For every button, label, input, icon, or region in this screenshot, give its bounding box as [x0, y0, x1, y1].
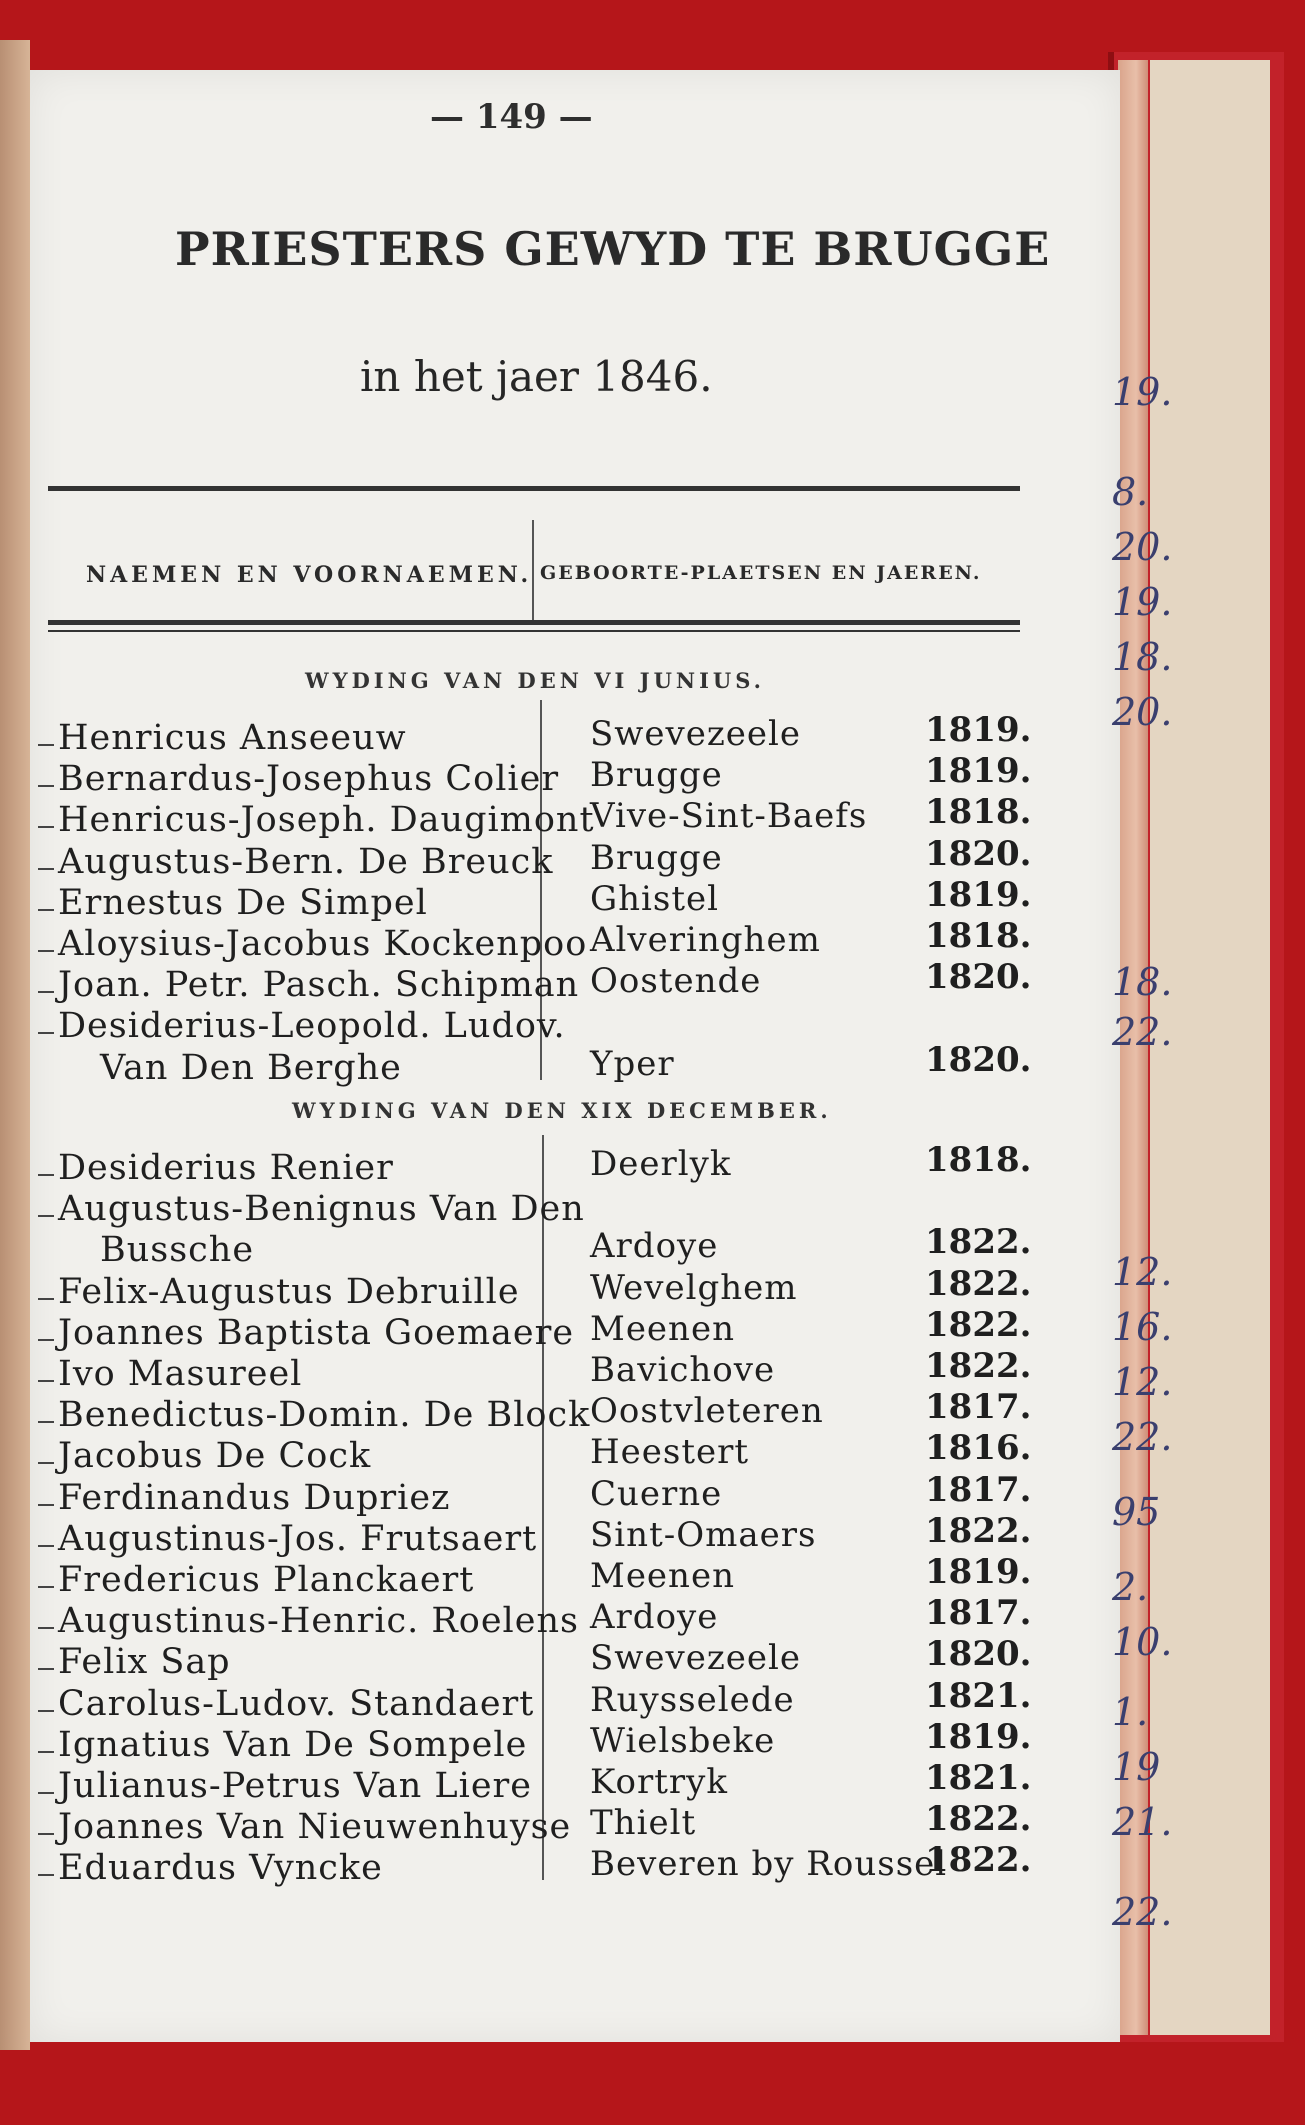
entry-year: 1817. [925, 1387, 1032, 1428]
entry-name: Julianus-Petrus Van Liere [58, 1766, 533, 1806]
entry-place: Deerlyk [590, 1144, 732, 1184]
entry-year: 1820. [925, 833, 1032, 874]
entry-name: Felix Sap [58, 1642, 231, 1683]
margin-note: 21. [1112, 1800, 1173, 1844]
entry-mark [38, 991, 54, 993]
entry-place: Oostende [590, 961, 762, 1002]
entry-year: 1819. [925, 874, 1032, 915]
margin-note: 22. [1112, 1890, 1173, 1934]
entry-name: Benedictus-Domin. De Block [58, 1395, 591, 1436]
entry-year: 1821. [925, 1675, 1032, 1716]
entry-mark [38, 1792, 54, 1794]
section-heading-december: WYDING VAN DEN XIX DECEMBER. [292, 1098, 832, 1123]
entry-name: Henricus Anseeuw [58, 718, 407, 758]
entry-mark [38, 868, 54, 870]
top-rule [48, 486, 1020, 491]
margin-note: 20. [1112, 525, 1173, 569]
entry-name: Henricus-Joseph. Daugimont [58, 800, 595, 841]
entry-place: Wielsbeke [590, 1720, 776, 1761]
entry-mark [38, 1668, 54, 1670]
entry-year: 1819. [925, 710, 1032, 750]
entry-place: Yper [590, 1043, 675, 1084]
entry-year: 1817. [925, 1469, 1032, 1510]
header-rule [48, 620, 1020, 625]
entry-place: Thielt [590, 1803, 697, 1844]
entry-year: 1822. [925, 1799, 1032, 1840]
entry-place: Meenen [590, 1308, 735, 1349]
entry-name: Augustus-Bern. De Breuck [58, 841, 554, 882]
entry-name: Desiderius Renier [58, 1148, 394, 1188]
margin-note: 2. [1112, 1565, 1149, 1609]
margin-note: 19. [1112, 370, 1173, 414]
entry-year: 1818. [925, 792, 1032, 833]
entry-name: Ferdinandus Dupriez [58, 1477, 451, 1518]
entry-mark [38, 1174, 54, 1176]
entry-place: Meenen [590, 1556, 735, 1596]
entry-place: Kortryk [590, 1762, 728, 1802]
entry-place: Brugge [590, 837, 723, 878]
entry-place: Bavichove [590, 1350, 776, 1390]
entry-name: Joannes Van Nieuwenhuyse [58, 1807, 572, 1848]
page-subtitle: in het jaer 1846. [360, 352, 713, 401]
entry-year: 1822. [925, 1840, 1032, 1881]
entry-name: Augustinus-Henric. Roelens [58, 1601, 579, 1642]
entry-place: Sint-Omaers [590, 1514, 817, 1555]
entry-mark [38, 785, 54, 787]
entry-place: Oostvleteren [590, 1391, 824, 1432]
entry-name-continued: Van Den Berghe [100, 1047, 402, 1088]
entry-place: Swevezeele [590, 1638, 801, 1679]
header-separator [532, 520, 534, 620]
entry-name: Desiderius-Leopold. Ludov. [58, 1006, 566, 1047]
entry-place: Ardoye [590, 1597, 719, 1638]
entry-place: Wevelghem [590, 1267, 798, 1308]
entry-place: Beveren by Roussel [590, 1844, 948, 1885]
entry-mark [38, 1874, 54, 1876]
column-header-names: NAEMEN EN VOORNAEMEN. [86, 562, 533, 588]
margin-note: 12. [1112, 1360, 1173, 1404]
entry-name: Aloysius-Jacobus Kockenpoo [58, 924, 588, 964]
entry-mark [38, 1504, 54, 1506]
margin-note: 20. [1112, 690, 1173, 734]
entry-name-continued: Bussche [100, 1230, 255, 1271]
entry-name: Felix-Augustus Debruille [58, 1271, 520, 1312]
entry-year: 1822. [925, 1510, 1032, 1551]
entry-name: Carolus-Ludov. Standaert [58, 1683, 535, 1724]
page-number: — 149 — [430, 97, 593, 137]
entry-mark [38, 1751, 54, 1753]
margin-note: 1. [1112, 1690, 1149, 1734]
entry-mark [38, 744, 54, 746]
entry-mark [38, 1339, 54, 1341]
margin-note: 8. [1112, 470, 1149, 514]
entry-name: Ignatius Van De Sompele [58, 1724, 528, 1765]
entry-year: 1820. [925, 1634, 1032, 1675]
entry-place: Brugge [590, 755, 723, 796]
entry-mark [38, 1380, 54, 1382]
entry-name: Ernestus De Simpel [58, 882, 428, 923]
entry-year: 1818. [925, 1140, 1032, 1180]
entry-mark [38, 1032, 54, 1034]
margin-note: 16. [1112, 1305, 1173, 1349]
entry-mark [38, 1215, 54, 1217]
entry-place: Heestert [590, 1432, 750, 1473]
margin-note: 19 [1112, 1745, 1161, 1789]
margin-note: 12. [1112, 1250, 1173, 1294]
entry-place: Vive-Sint-Baefs [590, 796, 868, 837]
entry-mark [38, 1421, 54, 1423]
entry-year: 1820. [925, 1039, 1032, 1080]
entry-mark [38, 826, 54, 828]
margin-note: 22. [1112, 1415, 1173, 1459]
entry-year: 1819. [925, 1552, 1032, 1592]
entry-mark [38, 1586, 54, 1588]
entry-name: Fredericus Planckaert [58, 1560, 475, 1600]
entry-name: Augustus-Benignus Van Den [58, 1189, 585, 1230]
entry-mark [38, 950, 54, 952]
entry-year: 1822. [925, 1263, 1032, 1304]
entry-name: Ivo Masureel [58, 1354, 303, 1394]
page-title: PRIESTERS GEWYD TE BRUGGE [175, 222, 1051, 276]
margin-note: 18. [1112, 635, 1173, 679]
margin-note: 95 [1112, 1490, 1161, 1534]
column-header-places: GEBOORTE-PLAETSEN EN JAEREN. [540, 562, 982, 584]
column-separator-2 [542, 1135, 544, 1880]
entry-year: 1821. [925, 1758, 1032, 1798]
margin-note: 19. [1112, 580, 1173, 624]
entry-year: 1819. [925, 1716, 1032, 1757]
entry-place: Ghistel [590, 878, 720, 919]
margin-note: 22. [1112, 1010, 1173, 1054]
entry-mark [38, 1627, 54, 1629]
entry-place: Ardoye [590, 1226, 719, 1267]
entry-place: Ruysselede [590, 1679, 795, 1720]
entry-year: 1817. [925, 1593, 1032, 1634]
entry-mark [38, 909, 54, 911]
section-heading-june: WYDING VAN DEN VI JUNIUS. [305, 668, 765, 693]
entry-name: Bernardus-Josephus Colier [58, 759, 560, 800]
entry-mark [38, 1710, 54, 1712]
entry-mark [38, 1298, 54, 1300]
entry-place: Cuerne [590, 1473, 723, 1514]
header-rule-thin [48, 630, 1020, 632]
entry-name: Jacobus De Cock [58, 1436, 372, 1477]
entry-year: 1822. [925, 1346, 1032, 1386]
entry-year: 1822. [925, 1222, 1032, 1263]
entry-year: 1819. [925, 751, 1032, 792]
entry-mark [38, 1833, 54, 1835]
margin-note: 10. [1112, 1620, 1173, 1664]
entry-name: Joannes Baptista Goemaere [58, 1312, 575, 1353]
book-binding [0, 40, 30, 2050]
entry-year: 1816. [925, 1428, 1032, 1469]
entry-mark [38, 1462, 54, 1464]
entry-mark [38, 1545, 54, 1547]
entry-name: Eduardus Vyncke [58, 1848, 383, 1889]
entry-year: 1818. [925, 916, 1032, 956]
entry-name: Augustinus-Jos. Frutsaert [58, 1518, 538, 1559]
margin-note: 18. [1112, 960, 1173, 1004]
entry-year: 1822. [925, 1304, 1032, 1345]
entry-year: 1820. [925, 957, 1032, 998]
entry-place: Alveringhem [590, 920, 821, 960]
entry-name: Joan. Petr. Pasch. Schipman [58, 965, 580, 1006]
entry-place: Swevezeele [590, 714, 801, 754]
